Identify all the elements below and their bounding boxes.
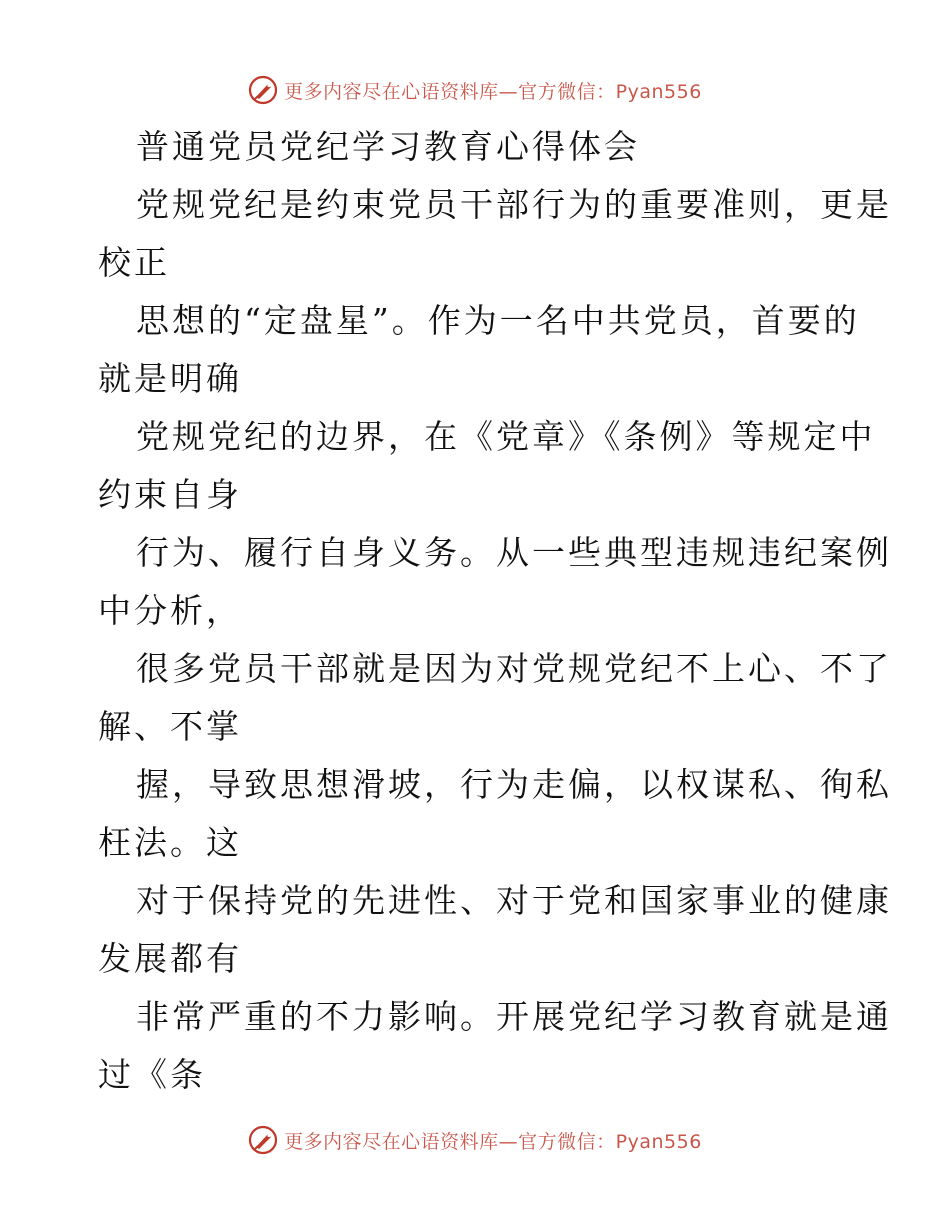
- paragraph-line: 行为、履行自身义务。从一些典型违规违纪案例: [136, 533, 892, 572]
- document-title: 普通党员党纪学习教育心得体会: [136, 127, 640, 166]
- paragraph-line: 党规党纪是约束党员干部行为的重要准则，更是: [136, 185, 892, 224]
- paragraph-line: 非常严重的不力影响。开展党纪学习教育就是通: [136, 997, 892, 1036]
- paragraph-line: 思想的“定盘星”。作为一名中共党员，首要的: [136, 301, 860, 340]
- header-watermark: [0, 70, 950, 110]
- paragraph-line: 很多党员干部就是因为对党规党纪不上心、不了: [136, 649, 892, 688]
- paragraph-line: 发展都有: [98, 939, 242, 978]
- pen-nib-logo-icon: [248, 1125, 278, 1155]
- paragraph-line: 就是明确: [98, 359, 242, 398]
- header-watermark-text: 更多内容尽在心语资料库—官方微信：Pyan556: [284, 80, 702, 103]
- footer-watermark-text: 更多内容尽在心语资料库—官方微信：Pyan556: [284, 1130, 702, 1153]
- paragraph-line: 过《条: [98, 1055, 206, 1094]
- footer-watermark: [0, 1120, 950, 1160]
- paragraph-line: 中分析，: [98, 591, 242, 630]
- paragraph-line: 党规党纪的边界，在《党章》《条例》等规定中: [136, 417, 876, 456]
- paragraph-line: 约束自身: [98, 475, 242, 514]
- paragraph-line: 对于保持党的先进性、对于党和国家事业的健康: [136, 881, 892, 920]
- paragraph-line: 握，导致思想滑坡，行为走偏，以权谋私、徇私: [136, 765, 892, 804]
- paragraph-line: 枉法。这: [98, 823, 242, 862]
- document-body: [98, 118, 892, 1104]
- pen-nib-logo-icon: [248, 75, 278, 105]
- paragraph-line: 解、不掌: [98, 707, 242, 746]
- paragraph-line: 校正: [98, 243, 170, 282]
